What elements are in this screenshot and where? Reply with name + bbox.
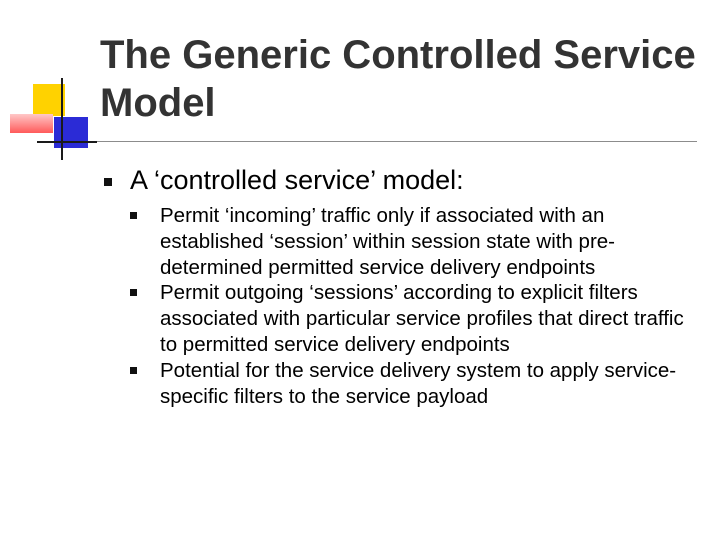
slide-title: The Generic Controlled Service Model	[100, 33, 696, 125]
sub-bullet-list	[160, 203, 705, 409]
bullet-text: A ‘controlled service’ model:	[130, 165, 464, 195]
logo-square-blue	[54, 117, 88, 148]
bullet-marker	[104, 178, 112, 186]
sub-bullet-marker	[130, 289, 137, 296]
sub-bullet-text: Potential for the service delivery system to apply service-specific filters to the service payload	[160, 358, 677, 408]
logo-bar-red	[10, 114, 53, 133]
sub-bullet-item	[160, 358, 705, 410]
sub-bullet-marker	[130, 367, 137, 374]
sub-bullet-text: Permit outgoing ‘sessions’ according to explicit filters associated with particular service profiles that direct traffic to permitted service delivery endpoints	[160, 281, 684, 356]
sub-bullet-item	[160, 203, 705, 280]
sub-bullet-text: Permit ‘incoming’ traffic only if associated with an established ‘session’ within session state with pre-determined permitted service delivery endpoints	[160, 204, 616, 279]
logo-vertical-line	[61, 78, 63, 160]
sub-bullet-item	[160, 280, 705, 357]
logo-horizontal-line	[37, 141, 97, 143]
sub-bullet-marker	[130, 212, 137, 219]
title-divider	[97, 141, 697, 142]
